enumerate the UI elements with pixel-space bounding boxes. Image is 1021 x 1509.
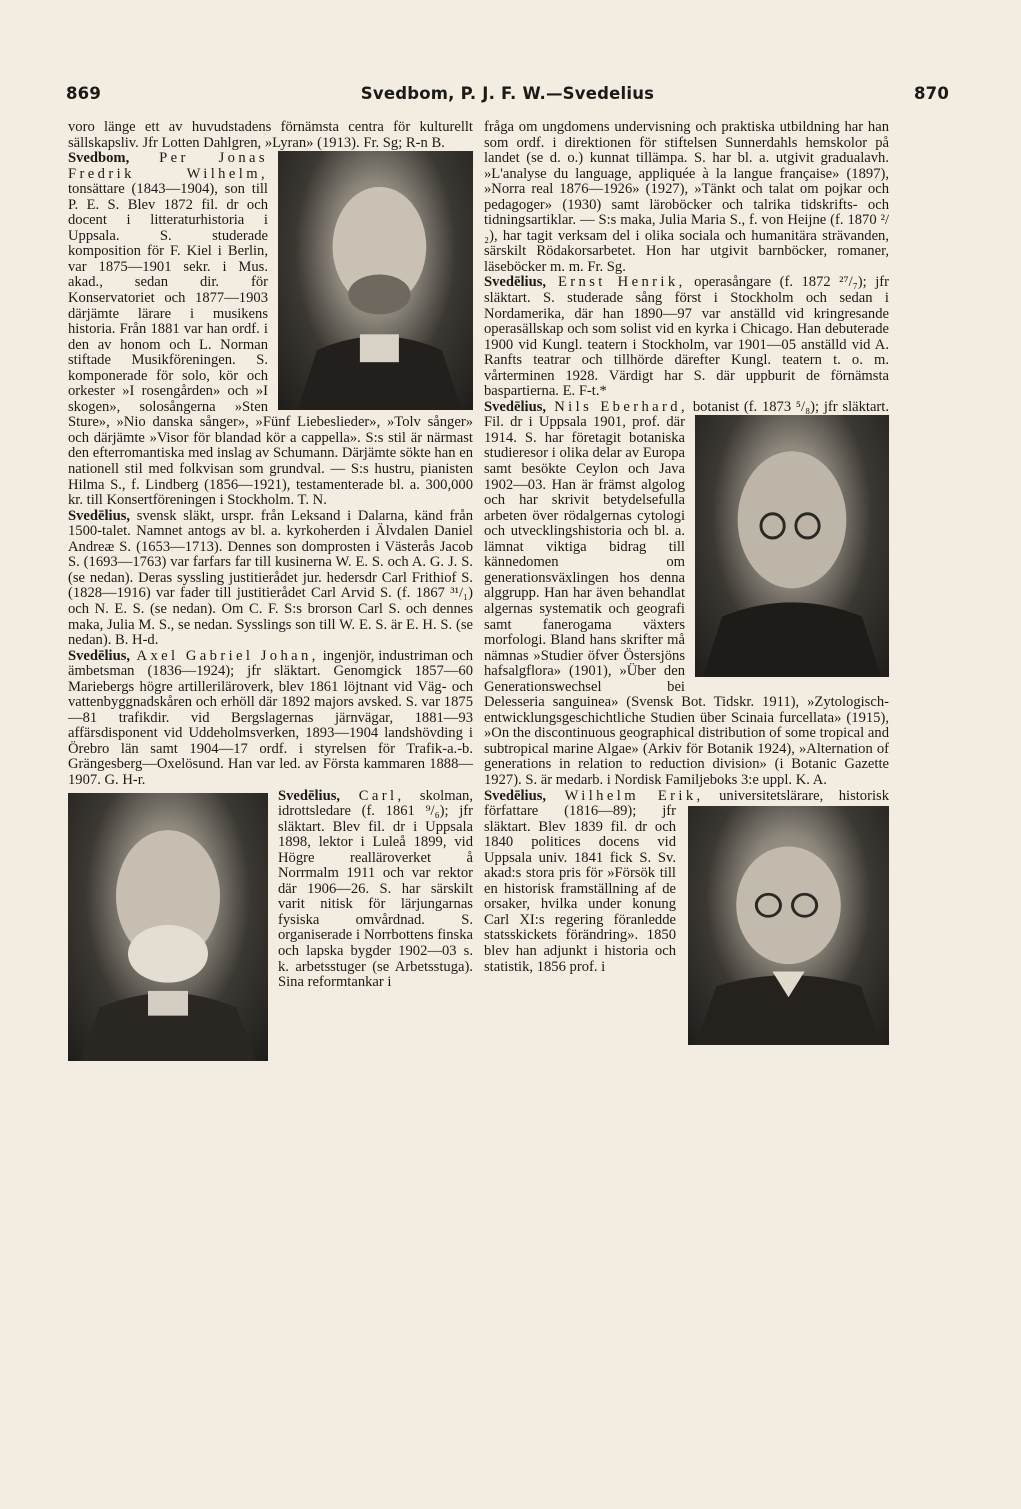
portrait-nils-svedelius <box>695 415 889 677</box>
entry-body: tonsättare (1843—1904), son till P. E. S. Blev 1872 fil. dr och docent i litteraturhistoria i Uppsala. S. studerade komposition för F. Kiel i Berlin, var 1875—1901 sekr. i Mus. akad., sedan dir. för Konservatoriet och 1877—1903 därjämte lärare i musikens historia. Från 1881 var han ordf. i den av honom och L. Norman stiftade Musikföreningen. S. komponerade för solo, kör och orkester »I rosengården» och »I skogen», solosångerna »Sten Sture», »Nio danska sånger», »Fünf Liebeslieder», »Tolv sånger» och därjämte »Visor för blandad kör a cappella». S:s stil är närmast den efterromantiska med inslag av Schumann. Därjämte sökte han en nationell stil med folkvisan som grundval. — S:s hustru, pianisten Hilma S., f. Lindberg (1856—1921), testamenterade bl. a. 300,000 kr. till Konsertföreningen i Stockholm. T. N. <box>68 181 473 509</box>
running-title: Svedbom, P. J. F. W.—Svedelius <box>360 84 655 103</box>
entry-headword: Svedēlius, <box>68 647 131 664</box>
entry-svedelius-carl <box>68 789 473 991</box>
entry-full-name: Ernst Henrik, <box>546 274 686 291</box>
entry-full-name: Per Jonas Fredrik Wilhelm, <box>68 150 268 182</box>
right-column <box>484 120 889 1049</box>
entry-full-name: Carl, <box>340 787 405 804</box>
left-column <box>68 120 473 1065</box>
entry-full-name: Wilhelm Erik, <box>546 787 704 804</box>
entry-body: svensk släkt, urspr. från Leksand i Dalarna, känd från 1500-talet. Namnet antogs av bl. a. kyrkoherden i Älvdalen Daniel Andreæ S. (1653—1713). Dennes son domprosten i Västerås Jacob S. (1693—1763) var farfars far till kusinerna W. E. S. och A. G. J. S. (se nedan). Deras syssling justitierådet jur. hedersdr Carl Frithiof S. (1828—1916) var fader till justitierådet Carl Arvid S. (f. 1867 ³¹/₁) och N. E. S. (se nedan). Om C. F. S:s brorson Carl S. och dennes maka, Julia M. S., se nedan. Sysslings son till W. E. S. är E. H. S. (se nedan). B. H-d. <box>68 507 473 649</box>
entry-full-name: Axel Gabriel Johan, <box>130 647 319 664</box>
entry-body: ingenjör, industriman och ämbetsman (1836—1924); jfr släktart. Genomgick 1857—60 Mariebergs högre artilleriläroverk, blev 1861 löjtnant vid Väg- och vattenbyggnadskåren och erhöll där 1892 majors avsked. S. var 1875—81 trafikdir. vid Bergslagernas järnvägar, 1881—93 affärsdisponent vid Uddeholmsverken, 1893—1904 landshövding i Örebro län samt 1904—17 ordf. i styrelsen för Trafik-a.-b. Grängesberg—Oxelösund. Han var led. av Första kammaren 1888—1907. G. H-r. <box>68 647 474 788</box>
portrait-carl-svedelius <box>68 793 268 1061</box>
portrait-svedbom <box>278 151 473 410</box>
entry-body: botanist (f. 1873 ⁵/₈); jfr släktart. Fil. dr i Uppsala 1901, prof. där 1914. S. har företagit botaniska studieresor i olika delar av Europa samt besökte Ceylon och Java 1902—03. Han är främst algolog och har skrivit betydelsefulla arbeten över rödalgernas cytologi och utvecklingshistoria och bl. a. lämnat viktiga bidrag till kännedomen om generationsväxlingen hos denna alggrupp. Han har även behandlat algernas systematik och geografi samt fanerogama växters morfologi. Bland hans skrifter må nämnas »Studier öfver Östersjöns hafsalgflora» (1901), »Über den Generationswechsel bei Delesseria sanguinea» (Svensk Bot. Tidskr. 1911), »Zytologisch-entwicklungsgeschichtliche Studien über Scinaia furcellata» (1915), »On the discontinuous geographical distribution of some tropical and subtropical marine Algae» (Arkiv för Botanik 1924), »Alternation of generations in relation to reduction division» (i Botanic Gazette 1927). S. är medarb. i Nordisk Familjeboks 3:e uppl. K. A. <box>484 398 889 788</box>
page-number-left: 869 <box>66 84 102 103</box>
entry-headword: Svedēlius, <box>68 507 131 524</box>
entry-headword: Svedēlius, <box>484 274 547 291</box>
page-number-right: 870 <box>913 84 949 103</box>
entry-svedelius-axel <box>68 649 473 789</box>
entry-headword: Svedēlius, <box>484 787 547 804</box>
entry-headword: Svedbom, <box>68 150 130 167</box>
continued-paragraph: voro länge ett av huvudstadens förnämsta centra för kulturellt sällskapsliv. Jfr Lotten Dahlgren, »Lyran» (1913). Fr. Sg; R-n B. <box>68 119 473 151</box>
entry-svedbom-pjfw <box>68 151 473 509</box>
continued-paragraph: fråga om ungdomens undervisning och praktiska utbildning har han som ordf. i direktionen för stiftelsen Sunnerdahls hemskolor på landet (se d. o.) kunnat tillämpa. S. har bl. a. utgivit gradualavh. »L'analyse du language, appliquée à la langue française» (1897), »Norra real 1876—1926» (1927), »Tänkt och talat om pojkar och pedagoger» (1930) samt läroböcker och talrika tidskrifts- och tidningsartiklar. — S:s maka, Julia Maria S., f. von Heijne (f. 1870 ²/₂), har tagit verksam del i olika sociala och humanitära strävanden, särskilt Rödakorsarbetet. Hon har utgivit barnböcker, romaner, läseböcker m. m. Fr. Sg. <box>484 119 889 275</box>
entry-body: operasångare (f. 1872 ²⁷/₇); jfr släktart. S. studerade sång först i Stockholm och sedan i Nordamerika, där han 1890—97 var anställd vid kringresande operasällskap och som solist vid en kyrka i Chicago. Han debuterade 1900 vid Kungl. teatern i Stockholm, var 1901—05 anställd vid A. Ranfts teatrar och tillhörde därefter Kungl. teatern t. o. m. vårterminen 1928. Värdigt har S. där uppburit de förnämsta baspartierna. E. F-t.* <box>484 274 889 400</box>
entry-svedelius-ernst <box>484 275 889 399</box>
entry-svedelius-nils <box>484 400 889 789</box>
entry-headword: Svedēlius, <box>278 787 341 804</box>
portrait-wilhelm-svedelius <box>688 806 889 1045</box>
entry-svedelius-family <box>68 509 473 649</box>
page-header <box>66 84 949 114</box>
entry-full-name: Nils Eberhard, <box>546 398 689 415</box>
entry-body: universitetslärare, historisk författare (1816—89); jfr släktart. Blev 1839 fil. dr och 1840 politices docens vid Uppsala univ. 1841 fick S. Sv. akad:s stora pris för »Försök till en historisk framställning af de orsaker, hvilka under konung Carl XI:s regering föranledde statsskickets förändring». 1850 blev han adjunkt i historia och statistik, 1856 prof. i <box>484 787 889 975</box>
entry-body: skolman, idrottsledare (f. 1861 ⁹/₆); jfr släktart. Blev fil. dr i Uppsala 1898, lektor i Luleå 1899, vid Högre realläroverket å Norrmalm 1911 och var rektor där 1906—26. S. har särskilt varit nitisk för lärjungarnas fysiska omvårdnad. S. organiserade i Norrbottens finska och lapska bygder 1902—03 s. k. arbetsstuger (se Arbetsstuga). Sina reformtankar i <box>278 787 473 991</box>
entry-svedelius-wilhelm <box>484 789 889 976</box>
entry-headword: Svedēlius, <box>484 398 547 415</box>
